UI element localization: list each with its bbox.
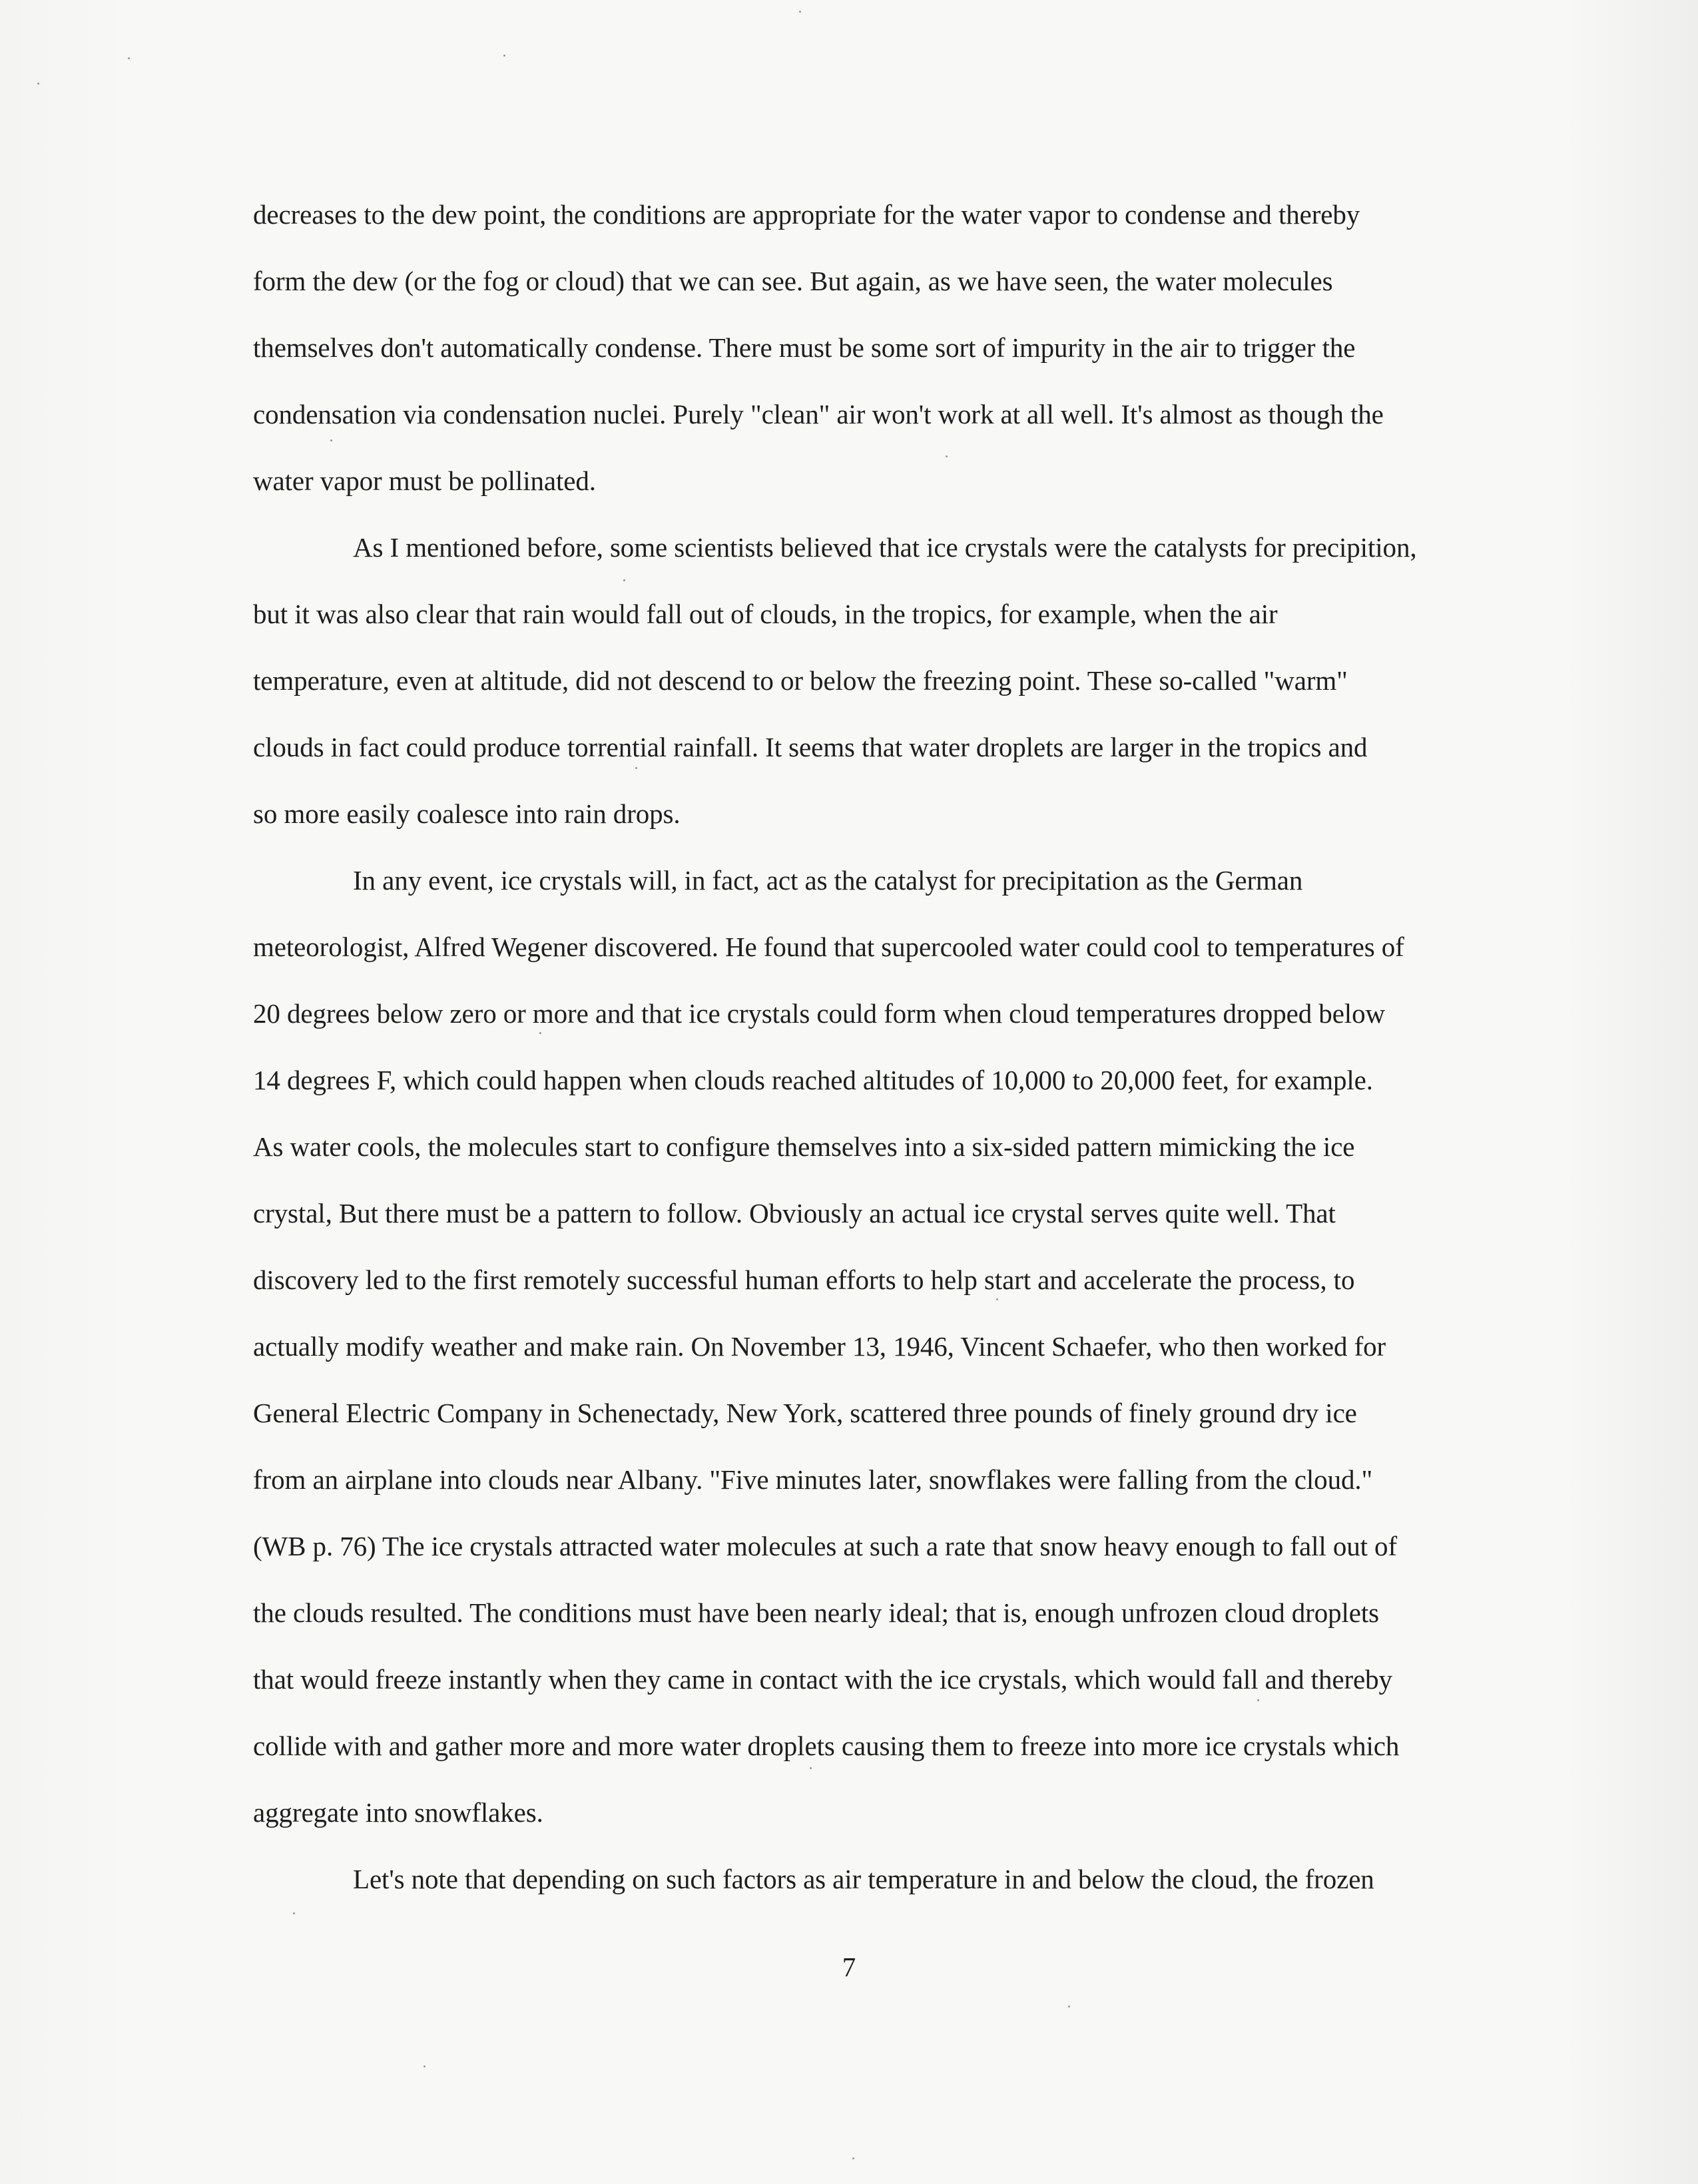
text-line: condensation via condensation nuclei. Purely "clean" air won't work at all well. It's almost as though the	[253, 399, 1384, 429]
text-line: 14 degrees F, which could happen when clouds reached altitudes of 10,000 to 20,000 feet, for example.	[253, 1065, 1373, 1095]
text-line: General Electric Company in Schenectady, New York, scattered three pounds of finely ground dry ice	[253, 1398, 1357, 1428]
text-line: discovery led to the first remotely successful human efforts to help start and accelerate the process, to	[253, 1264, 1355, 1295]
text-line: so more easily coalesce into rain drops.	[253, 798, 681, 829]
paragraph-first-line: Let's note that depending on such factors as air temperature in and below the cloud, the frozen	[353, 1864, 1374, 1894]
scan-speck	[330, 439, 332, 441]
scan-speck	[1257, 1699, 1259, 1701]
scan-speck	[424, 2065, 425, 2067]
text-line: (WB p. 76) The ice crystals attracted water molecules at such a rate that snow heavy enough to fall out of	[253, 1531, 1398, 1561]
scan-speck	[946, 455, 948, 457]
body-text	[253, 181, 1452, 1912]
text-line: meteorologist, Alfred Wegener discovered. He found that supercooled water could cool to temperatures of	[253, 932, 1404, 962]
text-line: As water cools, the molecules start to configure themselves into a six-sided pattern mimicking the ice	[253, 1131, 1355, 1162]
scan-speck	[623, 579, 625, 581]
text-line: actually modify weather and make rain. On November 13, 1946, Vincent Schaefer, who then worked for	[253, 1331, 1386, 1362]
text-line: themselves don't automatically condense. There must be some sort of impurity in the air to trigger the	[253, 332, 1356, 363]
paragraph-first-line: As I mentioned before, some scientists believed that ice crystals were the catalysts for precipition,	[353, 532, 1417, 563]
text-line: aggregate into snowflakes.	[253, 1797, 543, 1828]
text-line: 20 degrees below zero or more and that ice crystals could form when cloud temperatures dropped below	[253, 998, 1386, 1029]
text-line: temperature, even at altitude, did not descend to or below the freezing point. These so-called "warm"	[253, 665, 1348, 696]
scan-speck	[799, 11, 801, 13]
text-line: the clouds resulted. The conditions must have been nearly ideal; that is, enough unfrozen cloud droplets	[253, 1597, 1380, 1628]
scan-speck	[539, 1032, 541, 1034]
scan-speck	[128, 57, 130, 59]
text-line: form the dew (or the fog or cloud) that we can see. But again, as we have seen, the water molecules	[253, 266, 1333, 296]
text-line: from an airplane into clouds near Albany. "Five minutes later, snowflakes were falling from the cloud."	[253, 1464, 1373, 1495]
page-number: 7	[842, 1952, 856, 1982]
text-line: clouds in fact could produce torrential rainfall. It seems that water droplets are larger in the tropics and	[253, 732, 1368, 762]
scan-speck	[1068, 2006, 1070, 2008]
scan-speck	[503, 55, 505, 57]
scan-speck	[810, 1767, 812, 1769]
scan-speck	[37, 83, 39, 85]
paragraph-first-line: In any event, ice crystals will, in fact, act as the catalyst for precipitation as the German	[353, 865, 1303, 896]
text-line: crystal, But there must be a pattern to follow. Obviously an actual ice crystal serves quite well. That	[253, 1198, 1336, 1228]
scan-speck	[852, 2157, 854, 2159]
text-line: water vapor must be pollinated.	[253, 465, 596, 496]
text-line: that would freeze instantly when they came in contact with the ice crystals, which would fall and thereby	[253, 1664, 1392, 1695]
text-line: collide with and gather more and more water droplets causing them to freeze into more ice crystals which	[253, 1731, 1400, 1761]
scan-speck	[996, 1298, 998, 1300]
text-line: but it was also clear that rain would fall out of clouds, in the tropics, for example, when the air	[253, 599, 1278, 629]
scan-speck	[293, 1912, 295, 1914]
text-line: decreases to the dew point, the conditions are appropriate for the water vapor to condense and thereby	[253, 199, 1360, 230]
scan-speck	[635, 767, 637, 769]
